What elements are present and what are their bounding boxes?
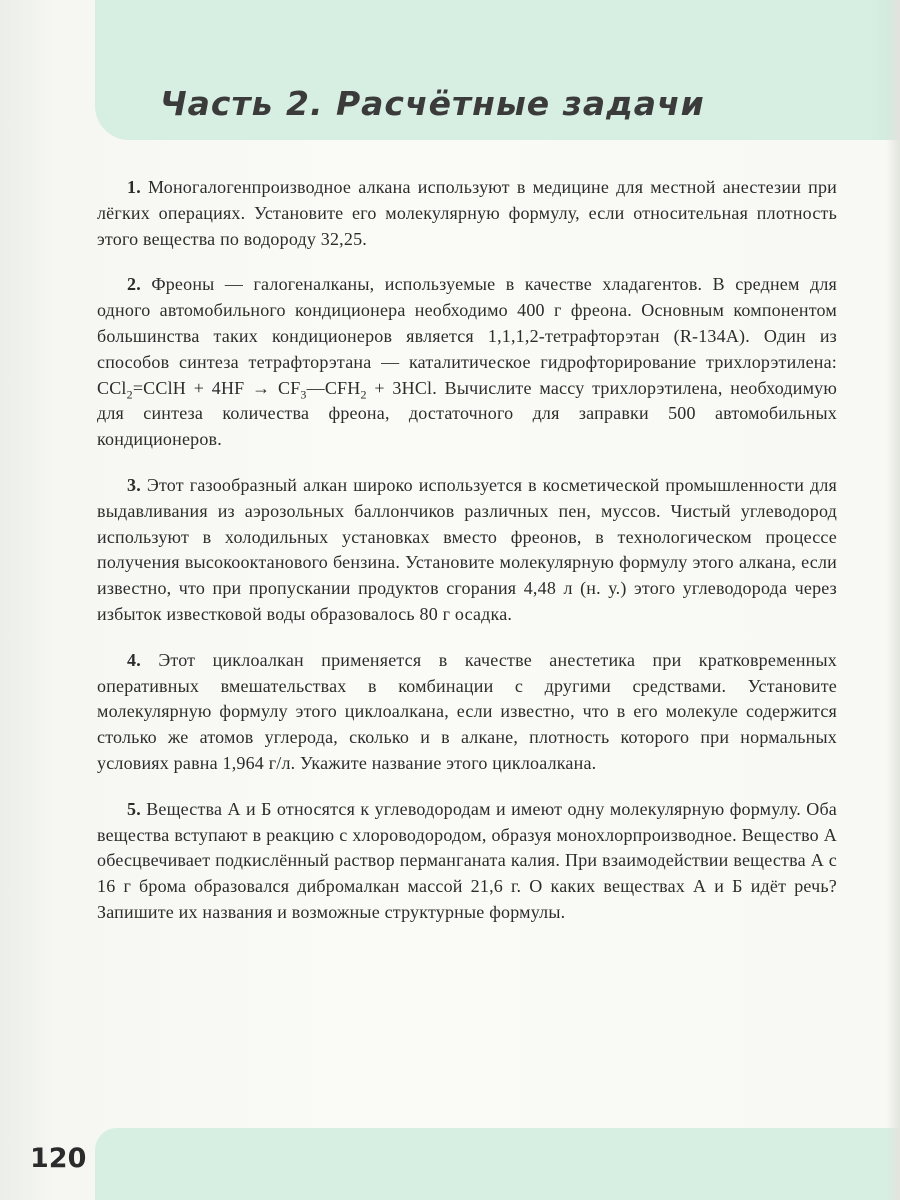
task-text [97, 274, 837, 449]
task-number: 1. [127, 177, 141, 197]
task-text: Этот циклоалкан применяется в качестве анестетика при кратковременных оперативных вмешательствах в комбинации с другими средствами. Установите молекулярную формулу этого циклоалкана, если известно, что в его молекуле содержится столько же атомов углерода, сколько и в алкане, плотность которого при нормальных условиях равна 1,964 г/л. Укажите название этого циклоалкана. [97, 649, 838, 773]
task-2 [97, 272, 837, 453]
formula-subscript: 2 [126, 387, 133, 402]
task-5 [97, 797, 837, 926]
task-1 [97, 175, 837, 252]
task-number: 4. [127, 649, 141, 670]
task-3 [97, 473, 837, 628]
task-number: 2. [127, 274, 141, 295]
task-text-before: Фреоны — галогеналканы, используемые в качестве хладагентов. В среднем для одного автомобильного кондиционера необходимо 400 г фреона. Основным компонентом большинства таких кондиционеров является 1,1,1,2-тетрафторэтан (R-134A). Один из способов синтеза тетрафторэтана — каталитическое гидрофторирование трихлорэтилена: [97, 274, 837, 372]
formula-subscript: 3 [300, 387, 307, 402]
task-text-after: Вычислите массу трихлорэтилена, необходимую для синтеза количества фреона, достаточного для заправки 500 автомобильных кондиционеров. [97, 377, 838, 450]
reaction-equation [97, 377, 437, 402]
formula-part: =CClH + 4HF → CF [132, 377, 301, 398]
task-text: Моногалогенпроизводное алкана используют в медицине для местной анестезии при лёгких операциях. Установите его молекулярную формулу, если относительная плотность этого вещества по водороду 32,25. [97, 177, 837, 249]
formula-part: —CFH [306, 377, 361, 398]
task-text: Вещества А и Б относятся к углеводородам и имеют одну молекулярную формулу. Оба вещества вступают в реакцию с хлороводородом, образуя монохлорпроизводное. Вещество А обесцвечивает подкислённый раствор перманганата калия. При взаимодействии вещества А с 16 г брома образовался дибромалкан массой 21,6 г. О каких веществах А и Б идёт речь? Запишите их названия и возможные структурные формулы. [97, 798, 837, 922]
footer-band [95, 1128, 900, 1200]
task-number: 3. [127, 474, 141, 495]
task-number: 5. [127, 798, 141, 819]
formula-part: CCl [97, 377, 127, 398]
tasks-list [97, 175, 837, 946]
formula-subscript: 2 [360, 387, 367, 402]
section-title: Часть 2. Расчётные задачи [160, 84, 705, 123]
page-number: 120 [30, 1143, 87, 1174]
formula-part: + 3HCl. [366, 377, 437, 398]
task-4 [97, 648, 837, 777]
page-edge-shadow [886, 0, 900, 1200]
task-text: Этот газообразный алкан широко используется в косметической промышленности для выдавливания из аэрозольных баллончиков различных пен, муссов. Чистый углеводород используют в холодильных установках вместо фреонов, в технологическом процессе получения высокооктанового бензина. Установите молекулярную формулу этого алкана, если известно, что при пропускании продуктов сгорания 4,48 л (н. у.) этого углеводорода через избыток известковой воды образовалось 80 г осадка. [97, 474, 837, 624]
